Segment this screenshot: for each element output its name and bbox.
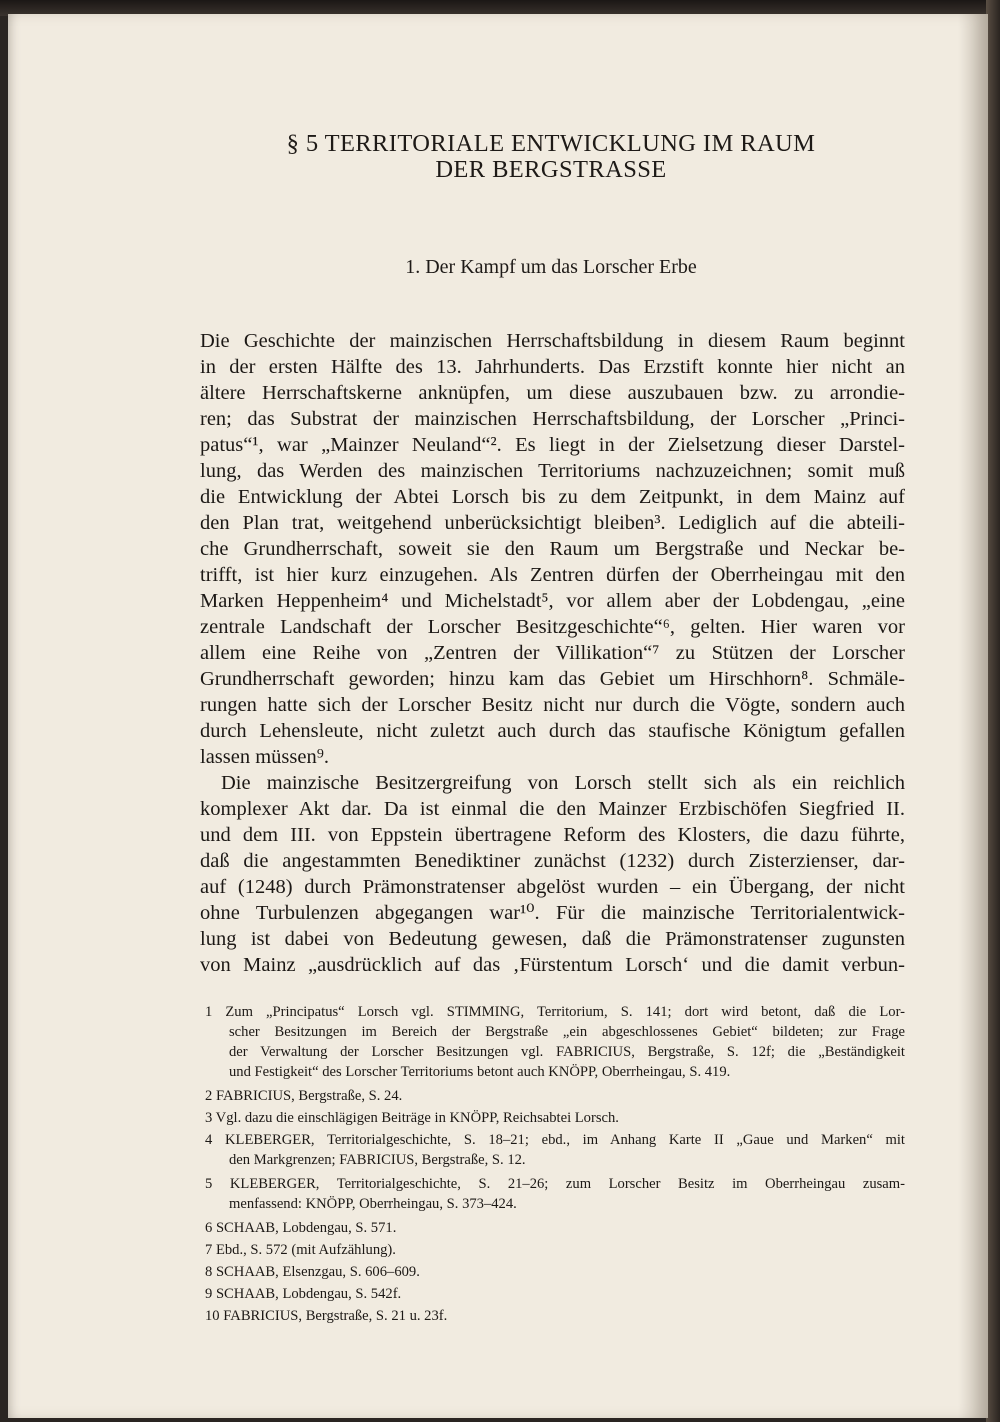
gutter-shadow bbox=[958, 14, 988, 1418]
body-line: den Plan trat, weitgehend unberücksichtigt bleiben³. Lediglich auf die abteili- bbox=[200, 512, 905, 534]
body-line: ren; das Substrat der mainzischen Herrschaftsbildung, der Lorscher „Princi- bbox=[200, 408, 905, 430]
body-line: allem eine Reihe von „Zentren der Villikation“⁷ zu Stützen der Lorscher bbox=[200, 642, 905, 664]
body-line: che Grundherrschaft, soweit sie den Raum um Bergstraße und Neckar be- bbox=[200, 538, 905, 560]
body-line: Grundherrschaft geworden; hinzu kam das Gebiet um Hirschhorn⁸. Schmäle- bbox=[200, 668, 905, 690]
body-line: durch Lehensleute, nicht zuletzt auch durch das staufische Königtum gefallen bbox=[200, 720, 905, 742]
body-line: ohne Turbulenzen abgegangen war¹⁰. Für die mainzische Territorialentwick- bbox=[200, 902, 905, 924]
section-subheading: 1. Der Kampf um das Lorscher Erbe bbox=[405, 256, 697, 278]
footnote-line: 1 Zum „Principatus“ Lorsch vgl. STIMMING, Territorium, S. 141; dort wird betont, daß die Lor- bbox=[205, 1004, 905, 1020]
footnote-line: 3 Vgl. dazu die einschlägigen Beiträge in KNÖPP, Reichsabtei Lorsch. bbox=[205, 1110, 619, 1126]
footnote-line: 4 KLEBERGER, Territorialgeschichte, S. 18–21; ebd., im Anhang Karte II „Gaue und Marken“ mit bbox=[205, 1132, 905, 1148]
body-line: von Mainz „ausdrücklich auf das ‚Fürstentum Lorsch‘ und die damit verbun- bbox=[200, 954, 905, 976]
footnote-line: 6 SCHAAB, Lobdengau, S. 571. bbox=[205, 1220, 397, 1236]
body-line: Die Geschichte der mainzischen Herrschaftsbildung in diesem Raum beginnt bbox=[200, 330, 905, 352]
body-line: Marken Heppenheim⁴ und Michelstadt⁵, vor allem aber der Lobdengau, „eine bbox=[200, 590, 905, 612]
footnote-line: 7 Ebd., S. 572 (mit Aufzählung). bbox=[205, 1242, 396, 1258]
body-line: in der ersten Hälfte des 13. Jahrhunderts. Das Erzstift konnte hier nicht an bbox=[200, 356, 905, 378]
body-line: Die mainzische Besitzergreifung von Lorsch stellt sich als ein reichlich bbox=[221, 772, 905, 794]
footnote-line: 2 FABRICIUS, Bergstraße, S. 24. bbox=[205, 1088, 403, 1104]
footnote-line: und Festigkeit“ des Lorscher Territoriums betont auch KNÖPP, Oberrheingau, S. 419. bbox=[229, 1064, 731, 1080]
body-line: komplexer Akt dar. Da ist einmal die den Mainzer Erzbischöfen Siegfried II. bbox=[200, 798, 905, 820]
body-line: lung ist dabei von Bedeutung gewesen, daß die Prämonstratenser zugunsten bbox=[200, 928, 905, 950]
body-line: die Entwicklung der Abtei Lorsch bis zu dem Zeitpunkt, in dem Mainz auf bbox=[200, 486, 905, 508]
body-line: zentrale Landschaft der Lorscher Besitzgeschichte“⁶, gelten. Hier waren vor bbox=[200, 616, 905, 638]
body-line: patus“¹, war „Mainzer Neuland“². Es liegt in der Zielsetzung dieser Darstel- bbox=[200, 434, 905, 456]
chapter-heading-line-1: § 5 TERRITORIALE ENTWICKLUNG IM RAUM bbox=[286, 130, 816, 157]
footnote-line: 9 SCHAAB, Lobdengau, S. 542f. bbox=[205, 1286, 402, 1302]
footnote-line: scher Besitzungen im Bereich der Bergstraße „ein abgeschlossenes Gebiet“ bildeten; zur Frage bbox=[229, 1024, 905, 1040]
body-line: trifft, ist hier kurz einzugehen. Als Zentren dürfen der Oberrheingau mit den bbox=[200, 564, 905, 586]
body-line: lassen müssen⁹. bbox=[200, 746, 329, 768]
body-line: rungen hatte sich der Lorscher Besitz nicht nur durch die Vögte, sondern auch bbox=[200, 694, 905, 716]
footnote-line: der Verwaltung der Lorscher Besitzungen vgl. FABRICIUS, Bergstraße, S. 12f; die „Beständigkeit bbox=[229, 1044, 905, 1060]
footnote-line: menfassend: KNÖPP, Oberrheingau, S. 373–424. bbox=[229, 1196, 517, 1212]
footnote-line: 10 FABRICIUS, Bergstraße, S. 21 u. 23f. bbox=[205, 1308, 448, 1324]
body-line: auf (1248) durch Prämonstratenser abgelöst wurden – ein Übergang, der nicht bbox=[200, 876, 905, 898]
footnote-line: 8 SCHAAB, Elsenzgau, S. 606–609. bbox=[205, 1264, 420, 1280]
body-line: ältere Herrschaftskerne anknüpfen, um diese auszubauen bzw. zu arrondie- bbox=[200, 382, 905, 404]
footnote-line: 5 KLEBERGER, Territorialgeschichte, S. 21–26; zum Lorscher Besitz im Oberrheingau zusam- bbox=[205, 1176, 905, 1192]
book-spine-edge bbox=[986, 0, 1000, 1422]
chapter-heading-line-2: DER BERGSTRASSE bbox=[435, 156, 667, 183]
body-line: und dem III. von Eppstein übertragene Reform des Klosters, die dazu führte, bbox=[200, 824, 905, 846]
footnote-line: den Markgrenzen; FABRICIUS, Bergstraße, S. 12. bbox=[229, 1152, 526, 1168]
body-line: daß die angestammten Benediktiner zunächst (1232) durch Zisterzienser, dar- bbox=[200, 850, 905, 872]
body-line: lung, das Werden des mainzischen Territoriums nachzuzeichnen; somit muß bbox=[200, 460, 905, 482]
